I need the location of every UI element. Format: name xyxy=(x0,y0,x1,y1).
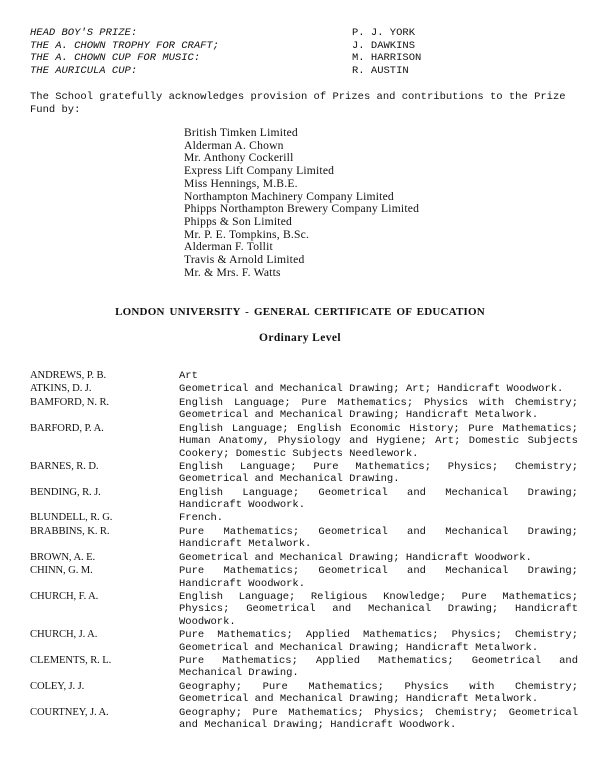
result-row xyxy=(30,707,578,732)
student-subjects: English Language; Pure Mathematics; Physics; Chemistry; Geometrical and Mechanical Drawing. xyxy=(179,460,578,486)
prize-row xyxy=(30,65,550,78)
student-name: CHURCH, F. A. xyxy=(30,590,99,602)
student-subjects: English Language; Geometrical and Mechanical Drawing; Handicraft Woodwork. xyxy=(179,486,578,512)
acknowledgement-text: The School gratefully acknowledges provision of Prizes and contributions to the Prize Fund by: xyxy=(30,91,566,116)
sponsor-item: Travis & Arnold Limited xyxy=(184,253,305,267)
result-row xyxy=(30,552,578,565)
student-name: ANDREWS, P. B. xyxy=(30,370,107,381)
result-row xyxy=(30,655,578,680)
prize-name: THE A. CHOWN TROPHY FOR CRAFT; xyxy=(30,39,220,52)
sponsor-item: Phipps Northampton Brewery Company Limited xyxy=(184,202,420,216)
section-subheading: Ordinary Level xyxy=(259,332,341,344)
student-name: BAMFORD, N. R. xyxy=(30,396,109,408)
student-name: BARFORD, P. A. xyxy=(30,422,104,434)
result-row xyxy=(30,383,578,396)
student-name: CHINN, G. M. xyxy=(30,565,93,577)
student-name: BLUNDELL, R. G. xyxy=(30,512,113,524)
sponsor-item: Phipps & Son Limited xyxy=(184,214,293,228)
sponsor-item: Northampton Machinery Company Limited xyxy=(184,189,394,203)
student-subjects: French. xyxy=(179,512,224,525)
student-name: BRABBINS, K. R. xyxy=(30,525,110,537)
prize-name: THE A. CHOWN CUP FOR MUSIC: xyxy=(30,52,201,65)
results-list xyxy=(30,370,578,732)
prize-winner: R. AUSTIN xyxy=(352,64,409,77)
student-name: BENDING, R. J. xyxy=(30,486,101,498)
result-row xyxy=(30,526,578,551)
student-subjects: Pure Mathematics; Geometrical and Mechanical Drawing; Handicraft Woodwork. xyxy=(179,565,578,590)
result-row xyxy=(30,512,578,525)
prize-name: HEAD BOY'S PRIZE: xyxy=(30,27,138,39)
sponsor-item: British Timken Limited xyxy=(184,126,298,139)
student-subjects: English Language; English Economic History; Pure Mathematics; Human Anatomy, Physiology and Hygiene; Art; Domestic Subjects Cookery; Domestic Subjects Needlework. xyxy=(179,422,578,460)
result-row xyxy=(30,423,578,461)
prize-winner: P. J. YORK xyxy=(352,27,416,39)
student-subjects: English Language; Religious Knowledge; Pure Mathematics; Physics; Geometrical and Mechanical Drawing; Handicraft Woodwork. xyxy=(179,590,578,628)
prize-name: THE AURICULA CUP: xyxy=(30,64,138,77)
result-row xyxy=(30,591,578,629)
student-subjects: Art xyxy=(179,370,198,382)
section-heading: LONDON UNIVERSITY - GENERAL CERTIFICATE OF EDUCATION xyxy=(115,306,485,318)
student-subjects: Geography; Pure Mathematics; Physics; Chemistry; Geometrical and Mechanical Drawing; Handicraft Woodwork. xyxy=(179,706,578,732)
student-name: COLEY, J. J. xyxy=(30,680,85,692)
student-name: BARNES, R. D. xyxy=(30,460,99,472)
result-row xyxy=(30,681,578,706)
result-row xyxy=(30,629,578,654)
student-subjects: Geometrical and Mechanical Drawing; Art; Handicraft Woodwork. xyxy=(179,383,564,396)
prize-row xyxy=(30,27,550,40)
student-name: ATKINS, D. J. xyxy=(30,383,92,395)
prize-winner: M. HARRISON xyxy=(352,52,422,65)
sponsor-item: Mr. & Mrs. F. Watts xyxy=(184,265,281,279)
student-subjects: Pure Mathematics; Applied Mathematics; Physics; Chemistry; Geometrical and Mechanical Drawing; Handicraft Metalwork. xyxy=(179,629,578,654)
student-subjects: English Language; Pure Mathematics; Physics with Chemistry; Geometrical and Mechanical Drawing; Handicraft Metalwork. xyxy=(179,396,578,422)
sponsor-item: Alderman A. Chown xyxy=(184,138,284,152)
student-name: BROWN, A. E. xyxy=(30,551,96,563)
student-subjects: Geography; Pure Mathematics; Physics with Chemistry; Geometrical and Mechanical Drawing; Handicraft Metalwork. xyxy=(179,680,578,706)
sponsor-item: Miss Hennings, M.B.E. xyxy=(184,176,298,190)
result-row xyxy=(30,397,578,422)
sponsor-item: Mr. P. E. Tompkins, B.Sc. xyxy=(184,227,310,241)
student-name: CLEMENTS, R. L. xyxy=(30,654,112,666)
sponsor-item: Alderman F. Tollit xyxy=(184,240,273,254)
prize-row xyxy=(30,52,550,65)
result-row xyxy=(30,487,578,512)
result-row xyxy=(30,370,578,383)
student-subjects: Pure Mathematics; Applied Mathematics; Geometrical and Mechanical Drawing. xyxy=(179,654,578,680)
result-row xyxy=(30,565,578,590)
student-subjects: Geometrical and Mechanical Drawing; Handicraft Woodwork. xyxy=(179,551,532,564)
prize-row xyxy=(30,40,550,53)
result-row xyxy=(30,461,578,486)
sponsor-list xyxy=(184,127,419,279)
sponsor-item: Express Lift Company Limited xyxy=(184,164,335,178)
student-name: COURTNEY, J. A. xyxy=(30,706,109,718)
student-name: CHURCH, J. A. xyxy=(30,629,98,641)
student-subjects: Pure Mathematics; Geometrical and Mechanical Drawing; Handicraft Metalwork. xyxy=(179,525,578,551)
sponsor-item: Mr. Anthony Cockerill xyxy=(184,151,294,165)
prize-winner: J. DAWKINS xyxy=(352,39,416,52)
prize-list xyxy=(30,27,550,77)
